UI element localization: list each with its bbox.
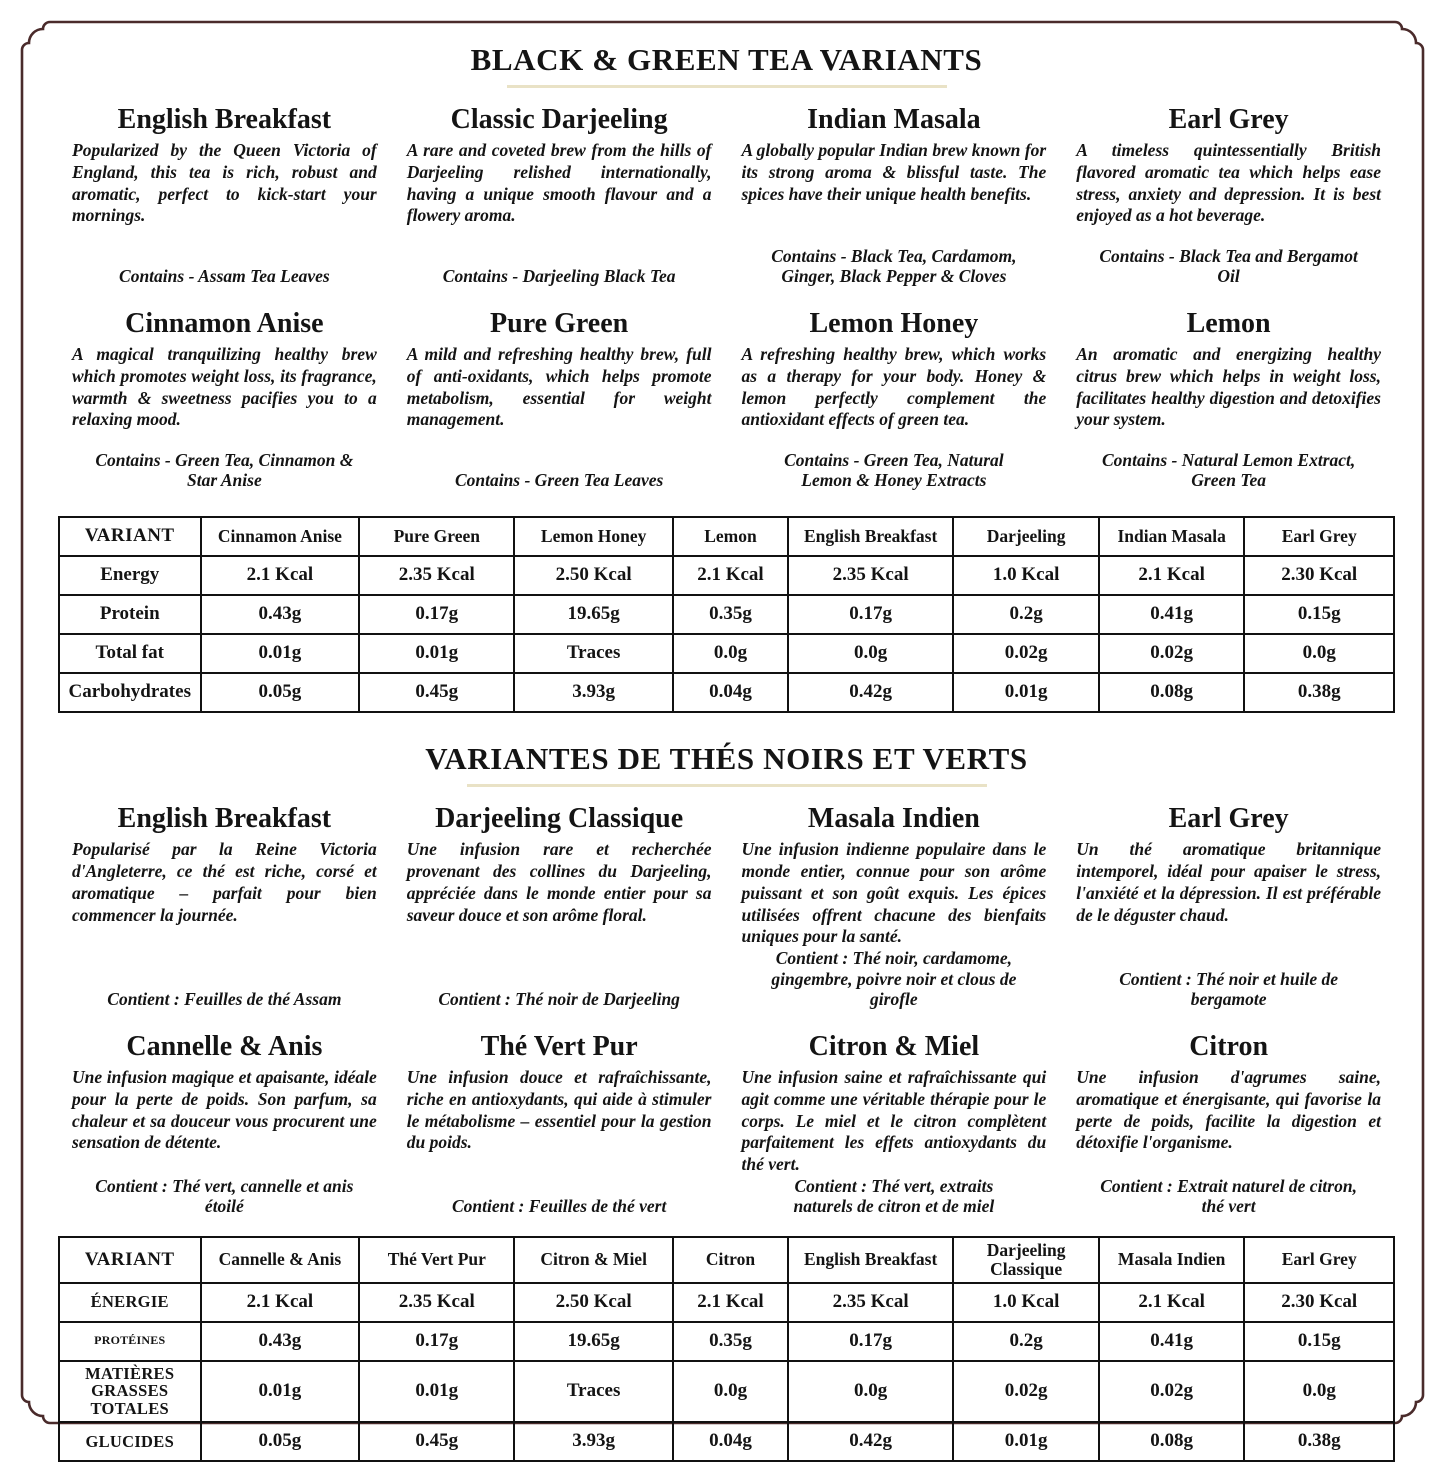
nutrition-value-cell: 0.01g [201, 1361, 360, 1422]
nutrition-value-cell: 0.17g [788, 1322, 954, 1361]
nutrition-value-cell: 0.01g [953, 1422, 1099, 1461]
nutrition-value-cell: 0.08g [1099, 1422, 1245, 1461]
nutrient-row-label: Total fat [59, 634, 201, 673]
variant-contains: Contains - Darjeeling Black Tea [442, 266, 676, 287]
nutrition-value-cell: 2.1 Kcal [201, 1283, 360, 1322]
variant-card-cinnamon-anise [72, 308, 377, 504]
variant-name: Lemon [1186, 308, 1271, 340]
nutrition-value-cell: 0.04g [673, 1422, 788, 1461]
variant-contains: Contains - Black Tea and Bergamot Oil [1099, 245, 1358, 287]
tea-column-header: Citron & Miel [514, 1237, 673, 1283]
variant-contains: Contains - Assam Tea Leaves [119, 266, 330, 287]
tea-column-header: Citron [673, 1237, 788, 1283]
variant-contains: Contains - Green Tea, Natural Lemon & Honey Extracts [784, 449, 1004, 491]
variant-name: Earl Grey [1168, 104, 1289, 136]
variant-name: Lemon Honey [809, 308, 979, 340]
variant-card-earl-grey [1076, 104, 1381, 300]
tea-column-header: Cannelle & Anis [201, 1237, 360, 1283]
nutrition-value-cell: 0.0g [788, 1361, 954, 1422]
variant-name: English Breakfast [117, 104, 332, 136]
nutrition-value-cell: 2.30 Kcal [1244, 556, 1394, 595]
nutrition-value-cell: 2.35 Kcal [788, 1283, 954, 1322]
variant-description: A magical tranquilizing healthy brew which promotes weight loss, its fragrance, warmth & sweetness pacifies you to a relaxing mood. [72, 344, 377, 430]
variant-description: A refreshing healthy brew, which works as a therapy for your body. Honey & lemon perfectly complement the antioxidant effects of green tea. [741, 344, 1047, 430]
nutrition-value-cell: 0.01g [359, 1361, 514, 1422]
nutrition-value-cell: Traces [514, 634, 673, 673]
variant-name: Indian Masala [807, 104, 981, 136]
variant-contains: Contient : Thé noir de Darjeeling [438, 989, 680, 1010]
title-underline [467, 784, 987, 788]
nutrition-value-cell: 0.0g [788, 634, 954, 673]
nutrition-value-cell: 1.0 Kcal [953, 556, 1099, 595]
tea-column-header: Lemon [673, 517, 788, 556]
variant-card-masala-indien [742, 803, 1047, 1023]
variant-name: Cinnamon Anise [125, 308, 324, 340]
nutrition-value-cell: 0.04g [673, 673, 788, 712]
variant-description: Un thé aromatique britannique intemporel, idéal pour apaiser le stress, l'anxiété et la dépression. Il est préférable de le déguster chaud. [1076, 839, 1381, 925]
nutrition-value-cell: 0.05g [201, 1422, 360, 1461]
nutrition-value-cell: 19.65g [514, 1322, 673, 1361]
variant-card-lemon [1076, 308, 1381, 504]
nutrition-value-cell: 2.35 Kcal [788, 556, 954, 595]
nutrition-value-cell: 0.38g [1244, 673, 1394, 712]
nutrition-value-cell: 0.05g [201, 673, 360, 712]
nutrition-value-cell: 0.35g [673, 1322, 788, 1361]
table-row [59, 595, 1394, 634]
variant-name: Classic Darjeeling [450, 104, 668, 136]
nutrition-value-cell: 3.93g [514, 673, 673, 712]
variant-card-darjeeling-classique [407, 803, 712, 1023]
nutrition-value-cell: 0.08g [1099, 673, 1245, 712]
variant-card-english-breakfast-fr [72, 803, 377, 1023]
variant-card-cannelle-anis [72, 1031, 377, 1230]
nutrition-value-cell: 19.65g [514, 595, 673, 634]
tea-column-header: Indian Masala [1099, 517, 1245, 556]
variant-description: Une infusion rare et recherchée provenant des collines du Darjeeling, appréciée dans le monde entier pour sa saveur douce et son arôme floral. [406, 839, 712, 925]
nutrition-value-cell: 2.30 Kcal [1244, 1283, 1394, 1322]
variant-contains: Contient : Extrait naturel de citron, thé vert [1100, 1175, 1357, 1217]
variant-description: Une infusion saine et rafraîchissante qui agit comme une véritable thérapie pour le corps. Le miel et le citron complètent parfaitement les effets antioxydants du thé vert. [741, 1067, 1047, 1174]
variant-name: Masala Indien [807, 803, 980, 835]
nutrition-value-cell: 0.35g [673, 595, 788, 634]
variant-name: Darjeeling Classique [435, 803, 684, 835]
variant-contains: Contient : Thé vert, extraits naturels de citron et de miel [793, 1175, 995, 1217]
variant-name: Cannelle & Anis [126, 1030, 323, 1062]
variant-description: A globally popular Indian brew known for its strong aroma & blissful taste. The spices have their unique health benefits. [741, 140, 1047, 204]
nutrient-row-label: GLUCIDES [59, 1422, 201, 1461]
nutrition-value-cell: 0.45g [359, 673, 514, 712]
variant-description: Une infusion douce et rafraîchissante, riche en antioxydants, qui aide à stimuler le métabolisme – essentiel pour la gestion du poids. [406, 1067, 712, 1153]
nutrient-row-label: ÉNERGIE [59, 1283, 201, 1322]
nutrition-value-cell: 0.43g [201, 1322, 360, 1361]
table-row [59, 1322, 1394, 1361]
nutrient-row-label: PROTÉINES [59, 1322, 201, 1361]
nutrition-value-cell: 0.15g [1244, 1322, 1394, 1361]
variant-card-lemon-honey [742, 308, 1047, 504]
nutrition-value-cell: 3.93g [514, 1422, 673, 1461]
variant-name: Thé Vert Pur [480, 1030, 638, 1062]
nutrition-value-cell: 2.50 Kcal [514, 556, 673, 595]
tea-column-header: Pure Green [359, 517, 514, 556]
nutrition-value-cell: 2.1 Kcal [1099, 1283, 1245, 1322]
tea-column-header: Darjeeling Classique [953, 1237, 1099, 1283]
nutrition-value-cell: 0.2g [953, 1322, 1099, 1361]
variant-description: A timeless quintessentially British flavored aromatic tea which helps ease stress, anxiety and depression. It is best enjoyed as a hot beverage. [1076, 140, 1381, 226]
table-row [59, 673, 1394, 712]
nutrition-value-cell: Traces [514, 1361, 673, 1422]
table-header-row [59, 517, 1394, 556]
variant-description: A rare and coveted brew from the hills of Darjeeling relished internationally, having a unique smooth flavour and a flowery aroma. [406, 140, 712, 226]
variant-card-pure-green [407, 308, 712, 504]
nutrient-row-label: Energy [59, 556, 201, 595]
variant-contains: Contient : Thé noir et huile de bergamote [1119, 968, 1338, 1010]
tea-column-header: Earl Grey [1244, 517, 1394, 556]
variant-card-english-breakfast [72, 104, 377, 300]
nutrient-row-label: Protein [59, 595, 201, 634]
tea-column-header: Lemon Honey [514, 517, 673, 556]
nutrition-value-cell: 0.42g [788, 673, 954, 712]
variant-description: Une infusion magique et apaisante, idéale pour la perte de poids. Son parfum, sa chaleur et sa douceur vous procurent une sensation de détente. [72, 1067, 377, 1153]
variant-description: A mild and refreshing healthy brew, full of anti-oxidants, which helps promote metabolism, essential for weight management. [406, 344, 712, 430]
nutrient-row-label: MATIÈRES GRASSES TOTALES [59, 1361, 201, 1422]
nutrition-value-cell: 2.50 Kcal [514, 1283, 673, 1322]
tea-column-header: English Breakfast [788, 1237, 954, 1283]
variant-contains: Contient : Feuilles de thé Assam [107, 989, 342, 1010]
nutrition-table-fr [58, 1236, 1395, 1462]
variant-description: Popularisé par la Reine Victoria d'Angleterre, ce thé est riche, corsé et aromatique – parfait pour bien commencer la journée. [72, 839, 377, 925]
nutrition-value-cell: 0.17g [359, 1322, 514, 1361]
variant-contains: Contient : Thé vert, cannelle et anis étoilé [95, 1175, 354, 1217]
variant-contains: Contains - Green Tea Leaves [454, 470, 664, 491]
nutrition-value-cell: 0.43g [201, 595, 360, 634]
tea-column-header: English Breakfast [788, 517, 954, 556]
variant-grid-en [58, 104, 1395, 504]
variant-card-indian-masala [742, 104, 1047, 300]
variant-grid-fr [58, 803, 1395, 1230]
nutrition-value-cell: 0.02g [953, 634, 1099, 673]
nutrition-value-cell: 0.02g [1099, 634, 1245, 673]
nutrition-value-cell: 0.45g [359, 1422, 514, 1461]
nutrition-value-cell: 0.15g [1244, 595, 1394, 634]
variant-card-the-vert-pur [407, 1031, 712, 1230]
nutrition-value-cell: 2.1 Kcal [673, 1283, 788, 1322]
table-row [59, 1422, 1394, 1461]
tea-column-header: Cinnamon Anise [201, 517, 360, 556]
tea-column-header: Darjeeling [953, 517, 1099, 556]
nutrition-value-cell: 2.1 Kcal [1099, 556, 1245, 595]
title-underline [507, 85, 947, 89]
variant-name: English Breakfast [117, 803, 332, 835]
variant-contains: Contains - Natural Lemon Extract, Green Tea [1101, 449, 1356, 491]
nutrition-value-cell: 2.35 Kcal [359, 556, 514, 595]
tea-column-header: Thé Vert Pur [359, 1237, 514, 1283]
nutrition-value-cell: 0.42g [788, 1422, 954, 1461]
nutrition-value-cell: 0.02g [1099, 1361, 1245, 1422]
variant-card-citron-miel [742, 1031, 1047, 1230]
nutrition-value-cell: 0.38g [1244, 1422, 1394, 1461]
variant-name: Citron & Miel [808, 1030, 980, 1062]
variant-name: Earl Grey [1168, 803, 1289, 835]
nutrition-value-cell: 0.17g [788, 595, 954, 634]
table-row [59, 1361, 1394, 1422]
variant-column-header: VARIANT [59, 517, 201, 556]
nutrition-value-cell: 0.0g [673, 634, 788, 673]
tea-column-header: Earl Grey [1244, 1237, 1394, 1283]
variant-description: Une infusion indienne populaire dans le monde entier, connue pour son arôme puissant et son goût exquis. Les épices utilisées offrent chacune des bienfaits uniques pour la santé. [741, 839, 1047, 947]
variant-contains: Contains - Green Tea, Cinnamon & Star Anise [95, 449, 354, 491]
section-title-en: BLACK & GREEN TEA VARIANTS [470, 42, 983, 77]
table-header-row [59, 1237, 1394, 1283]
nutrition-value-cell: 0.02g [953, 1361, 1099, 1422]
variant-description: Popularized by the Queen Victoria of England, this tea is rich, robust and aromatic, perfect to kick-start your mornings. [72, 140, 377, 226]
nutrition-value-cell: 0.17g [359, 595, 514, 634]
nutrition-value-cell: 1.0 Kcal [953, 1283, 1099, 1322]
variant-card-earl-grey-fr [1076, 803, 1381, 1023]
nutrition-value-cell: 0.01g [953, 673, 1099, 712]
variant-column-header: VARIANT [59, 1237, 201, 1283]
variant-description: An aromatic and energizing healthy citrus brew which helps in weight loss, facilitates healthy digestion and detoxifies your system. [1076, 344, 1381, 430]
nutrition-value-cell: 0.01g [201, 634, 360, 673]
section-title-fr: VARIANTES DE THÉS NOIRS ET VERTS [425, 741, 1028, 777]
nutrition-value-cell: 0.01g [359, 634, 514, 673]
variant-contains: Contient : Feuilles de thé vert [451, 1196, 667, 1217]
nutrition-value-cell: 0.0g [673, 1361, 788, 1422]
nutrition-value-cell: 0.2g [953, 595, 1099, 634]
variant-name: Pure Green [490, 308, 629, 340]
variant-card-citron [1076, 1031, 1381, 1230]
nutrition-value-cell: 0.0g [1244, 1361, 1394, 1422]
nutrition-value-cell: 2.35 Kcal [359, 1283, 514, 1322]
variant-card-classic-darjeeling [407, 104, 712, 300]
table-row [59, 1283, 1394, 1322]
nutrient-row-label: Carbohydrates [59, 673, 201, 712]
nutrition-value-cell: 2.1 Kcal [201, 556, 360, 595]
table-row [59, 634, 1394, 673]
nutrition-value-cell: 0.41g [1099, 1322, 1245, 1361]
nutrition-value-cell: 2.1 Kcal [673, 556, 788, 595]
table-row [59, 556, 1394, 595]
nutrition-value-cell: 0.0g [1244, 634, 1394, 673]
variant-description: Une infusion d'agrumes saine, aromatique et énergisante, qui favorise la perte de poids, facilite la digestion et détoxifie l'organisme. [1076, 1067, 1381, 1153]
variant-contains: Contient : Thé noir, cardamome, gingembre, poivre noir et clous de girofle [771, 947, 1017, 1010]
nutrition-table-en [58, 516, 1395, 713]
variant-name: Citron [1189, 1030, 1269, 1062]
variant-contains: Contains - Black Tea, Cardamom, Ginger, Black Pepper & Cloves [771, 245, 1017, 287]
nutrition-value-cell: 0.41g [1099, 595, 1245, 634]
tea-column-header: Masala Indien [1099, 1237, 1245, 1283]
